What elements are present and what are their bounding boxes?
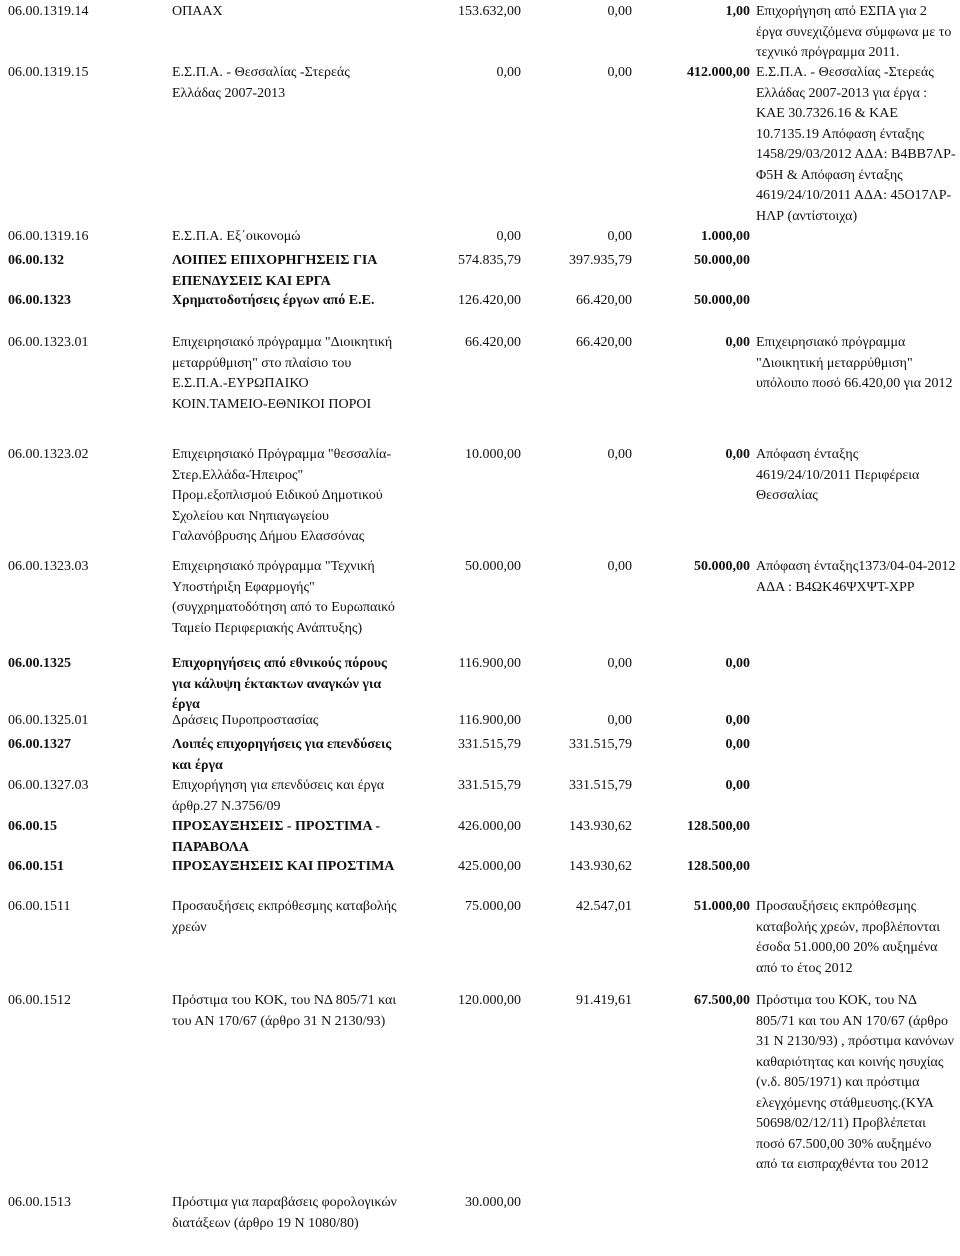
row-code: 06.00.132 — [8, 253, 64, 268]
row-amount-1: 126.420,00 — [458, 293, 521, 308]
row-description: Επιχειρησιακό πρόγραμμα "Τεχνική Υποστήριξη Εφαρμογής" (συγχρηματοδότηση από το Ευρωπαικό Ταμείο Περιφεριακής Ανάπτυξης) — [172, 559, 395, 636]
row-amount-2: 0,00 — [607, 4, 632, 19]
row-amount-1: 116.900,00 — [458, 656, 521, 671]
row-description: Πρόστιμα του ΚΟΚ, του ΝΔ 805/71 και του ΑΝ 170/67 (άρθρο 31 Ν 2130/93) — [172, 993, 397, 1029]
row-amount-2: 0,00 — [607, 65, 632, 80]
row-description: Λοιπές επιχορηγήσεις για επενδύσεις και έργα — [172, 737, 392, 773]
row-amount-3: 50.000,00 — [694, 293, 750, 308]
row-note: Πρόστιμα του ΚΟΚ, του ΝΔ 805/71 και του ΑΝ 170/67 (άρθρο 31 Ν 2130/93) , πρόστιμα κανόνων καθαριότητας και κοινής ησυχίας (ν.δ. 805/1971) και πρόστιμα ελεγχόμενης στάθμευσης.(ΚΥΑ 50698/02/12/11) Προβλέπεται ποσό 67.500,00 30% αυξημένο από τα εισπραχθέντα του 2012 — [756, 993, 954, 1172]
row-code: 06.00.1323.02 — [8, 447, 89, 462]
row-description: Ε.Σ.Π.Α. - Θεσσαλίας -Στερεάς Ελλάδας 2007-2013 — [172, 65, 350, 101]
row-amount-3: 50.000,00 — [694, 559, 750, 574]
row-amount-3: 412.000,00 — [687, 65, 750, 80]
row-description: Ε.Σ.Π.Α. Εξ΄οικονομώ — [172, 229, 301, 244]
row-amount-3: 0,00 — [725, 447, 750, 462]
row-description: Πρόστιμα για παραβάσεις φορολογικών διατάξεων (άρθρο 19 Ν 1080/80) — [172, 1195, 397, 1231]
row-code: 06.00.1512 — [8, 993, 71, 1008]
row-amount-1: 66.420,00 — [465, 335, 521, 350]
row-amount-3: 0,00 — [725, 335, 750, 350]
row-amount-3: 128.500,00 — [687, 819, 750, 834]
row-description: Επιχορηγήσεις από εθνικούς πόρους για κάλυψη έκτακτων αναγκών για έργα — [172, 656, 387, 712]
row-amount-3: 128.500,00 — [687, 859, 750, 874]
row-amount-2: 0,00 — [607, 656, 632, 671]
row-note: Ε.Σ.Π.Α. - Θεσσαλίας -Στερεάς Ελλάδας 2007-2013 για έργα : ΚΑΕ 30.7326.16 & ΚΑΕ 10.7135.19 Απόφαση ένταξης 1458/29/03/2012 ΑΔΑ: Β4ΒΒ7ΛΡ-Φ5Η & Απόφαση ένταξης 4619/24/10/2011 ΑΔΑ: 45Ο17ΛΡ-ΗΛΡ (αντίστοιχα) — [756, 65, 956, 224]
row-amount-2: 143.930,62 — [569, 859, 632, 874]
row-code: 06.00.1319.15 — [8, 65, 89, 80]
row-description: ΠΡΟΣΑΥΞΗΣΕΙΣ ΚΑΙ ΠΡΟΣΤΙΜΑ — [172, 859, 395, 874]
row-description: Επιχειρησιακό πρόγραμμα "Διοικητική μεταρρύθμιση" στο πλαίσιο του Ε.Σ.Π.Α.-ΕΥΡΩΠΑΙΚΟ ΚΟΙΝ.ΤΑΜΕΙΟ-ΕΘΝΙΚΟΙ ΠΟΡΟΙ — [172, 335, 393, 412]
row-amount-2: 331.515,79 — [569, 737, 632, 752]
row-amount-3: 1.000,00 — [701, 229, 750, 244]
row-amount-1: 116.900,00 — [458, 713, 521, 728]
row-code: 06.00.1513 — [8, 1195, 71, 1210]
row-code: 06.00.15 — [8, 819, 57, 834]
row-description: ΛΟΙΠΕΣ ΕΠΙΧΟΡΗΓΗΣΕΙΣ ΓΙΑ ΕΠΕΝΔΥΣΕΙΣ ΚΑΙ ΕΡΓΑ — [172, 253, 377, 289]
row-amount-1: 75.000,00 — [465, 899, 521, 914]
row-amount-1: 0,00 — [496, 65, 521, 80]
row-description: Επιχορήγηση για επενδύσεις και έργα άρθρ.27 Ν.3756/09 — [172, 778, 385, 814]
row-code: 06.00.1323.03 — [8, 559, 89, 574]
row-amount-2: 66.420,00 — [576, 293, 632, 308]
row-code: 06.00.1323 — [8, 293, 71, 308]
row-amount-1: 0,00 — [496, 229, 521, 244]
row-amount-2: 0,00 — [607, 713, 632, 728]
row-amount-3: 0,00 — [725, 778, 750, 793]
row-code: 06.00.1327.03 — [8, 778, 89, 793]
row-amount-1: 425.000,00 — [458, 859, 521, 874]
row-description: Δράσεις Πυροπροστασίας — [172, 713, 319, 728]
row-note: Απόφαση ένταξης1373/04-04-2012 ΑΔΑ : Β4ΩΚ46ΨΧΨΤ-ΧΡΡ — [756, 559, 956, 595]
row-amount-2: 397.935,79 — [569, 253, 632, 268]
row-amount-3: 67.500,00 — [694, 993, 750, 1008]
row-amount-2: 0,00 — [607, 229, 632, 244]
row-amount-2: 0,00 — [607, 447, 632, 462]
row-code: 06.00.1325 — [8, 656, 71, 671]
row-amount-1: 50.000,00 — [465, 559, 521, 574]
row-code: 06.00.1319.16 — [8, 229, 89, 244]
row-description: Επιχειρησιακό Πρόγραμμα "θεσσαλία-Στερ.Ελλάδα-Ήπειρος" Προμ.εξοπλισμού Ειδικού Δημοτικού Σχολείου και Νηπιαγωγείου Γαλανόβρυσης Δήμου Ελασσόνας — [172, 447, 392, 544]
row-note: Επιχορήγηση από ΕΣΠΑ για 2 έργα συνεχιζόμενα σύμφωνα με το τεχνικό πρόγραμμα 2011. — [756, 4, 952, 60]
row-code: 06.00.1319.14 — [8, 4, 89, 19]
row-amount-2: 0,00 — [607, 559, 632, 574]
row-note: Προσαυξήσεις εκπρόθεσμης καταβολής χρεών, προβλέπονται έσοδα 51.000,00 20% αυξημένα από το έτος 2012 — [756, 899, 940, 976]
row-amount-1: 331.515,79 — [458, 778, 521, 793]
row-note: Απόφαση ένταξης 4619/24/10/2011 Περιφέρεια Θεσσαλίας — [756, 447, 920, 503]
row-description: ΠΡΟΣΑΥΞΗΣΕΙΣ - ΠΡΟΣΤΙΜΑ - ΠΑΡΑΒΟΛΑ — [172, 819, 381, 855]
row-code: 06.00.1323.01 — [8, 335, 89, 350]
row-amount-3: 0,00 — [725, 656, 750, 671]
row-amount-2: 331.515,79 — [569, 778, 632, 793]
row-note: Επιχειρησιακό πρόγραμμα "Διοικητική μεταρρύθμιση" υπόλοιπο ποσό 66.420,00 για 2012 — [756, 335, 953, 391]
row-description: Χρηματοδοτήσεις έργων από Ε.Ε. — [172, 293, 375, 308]
row-amount-1: 153.632,00 — [458, 4, 521, 19]
row-amount-1: 10.000,00 — [465, 447, 521, 462]
row-amount-3: 0,00 — [725, 713, 750, 728]
row-amount-1: 331.515,79 — [458, 737, 521, 752]
row-amount-2: 42.547,01 — [576, 899, 632, 914]
row-code: 06.00.1327 — [8, 737, 71, 752]
row-description: Προσαυξήσεις εκπρόθεσμης καταβολής χρεών — [172, 899, 397, 935]
row-code: 06.00.1325.01 — [8, 713, 89, 728]
row-amount-1: 574.835,79 — [458, 253, 521, 268]
row-amount-2: 66.420,00 — [576, 335, 632, 350]
row-description: ΟΠΑΑΧ — [172, 4, 223, 19]
row-amount-2: 91.419,61 — [576, 993, 632, 1008]
row-amount-1: 120.000,00 — [458, 993, 521, 1008]
row-code: 06.00.1511 — [8, 899, 71, 914]
row-amount-3: 51.000,00 — [694, 899, 750, 914]
row-amount-1: 30.000,00 — [465, 1195, 521, 1210]
row-amount-2: 143.930,62 — [569, 819, 632, 834]
row-code: 06.00.151 — [8, 859, 64, 874]
row-amount-1: 426.000,00 — [458, 819, 521, 834]
row-amount-3: 0,00 — [725, 737, 750, 752]
row-amount-3: 50.000,00 — [694, 253, 750, 268]
row-amount-3: 1,00 — [725, 4, 750, 19]
